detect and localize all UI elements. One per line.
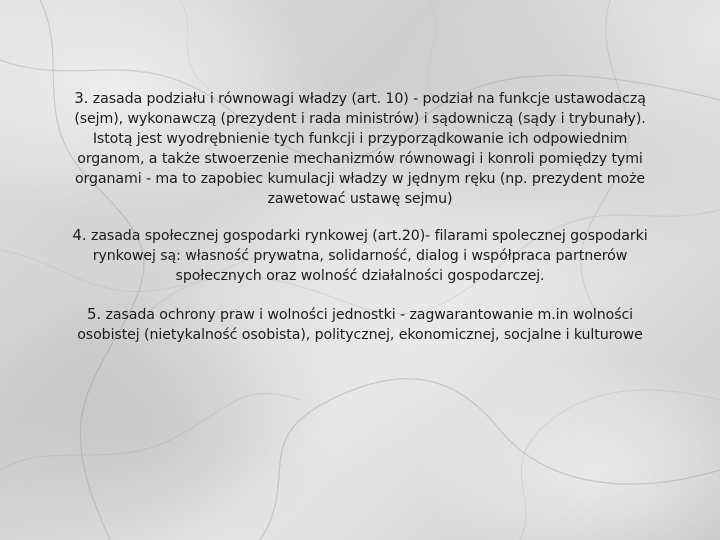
paragraph-text: zasada społecznej gospodarki rynkowej (art.20)- filarami spolecznej gospodarki rynkowej są: własność prywatna, solidarność, dialog i współpraca partnerów społecznych oraz wolność działalności gospodarczej. — [90, 228, 648, 284]
slide-body — [60, 88, 660, 363]
paragraph-principle-4 — [60, 225, 660, 286]
paragraph-number: 4. — [72, 226, 87, 244]
paragraph-principle-3 — [60, 88, 660, 209]
paragraph-text: zasada ochrony praw i wolności jednostki - zagwarantowanie m.in wolności osobistej (nietykalność osobista), politycznej, ekonomicznej, socjalne i kulturowe — [77, 307, 643, 343]
paragraph-number: 3. — [74, 89, 89, 107]
paragraph-number: 5. — [86, 305, 102, 323]
paragraph-text: zasada podziału i równowagi władzy (art. 10) - podział na funkcje ustawodaczą (sejm), wykonawczą (prezydent i rada ministrów) i sądowniczą (sądy i trybunały). Istotą jest wyodrębnienie tych funkcji i przyporządkowanie ich odpowiednim organom, a także stwoerzenie mechanizmów równowagi i konroli pomiędzy tymi organami - ma to zapobiec kumulacji władzy w jędnym ręku (np. prezydent może zawetować ustawę sejmu) — [74, 91, 646, 207]
paragraph-principle-5 — [60, 304, 660, 345]
